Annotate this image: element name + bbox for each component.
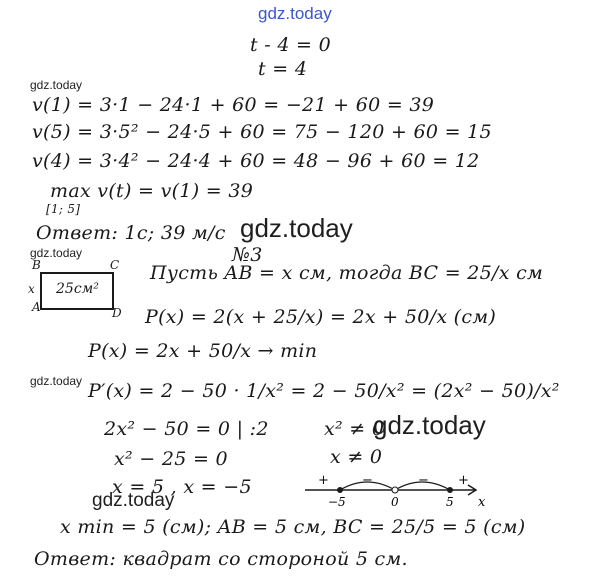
critical-point — [447, 487, 453, 493]
equation-line: x = 5 , x = −5 — [112, 476, 252, 498]
tick-label: −5 — [328, 495, 346, 509]
watermark-small: gdz.today — [30, 246, 83, 260]
equation-line: x ≠ 0 — [330, 446, 383, 468]
watermark-medium: gdz.today — [92, 490, 175, 511]
sign-mark: − — [362, 473, 373, 488]
equation-line: P(x) = 2x + 50/x → min — [88, 340, 318, 362]
critical-point — [337, 487, 343, 493]
equation-line: t = 4 — [258, 58, 308, 80]
equation-line: 2x² − 50 = 0 | :2 — [104, 418, 269, 440]
watermark-small: gdz.today — [30, 78, 83, 92]
vertex-label: B — [32, 258, 42, 272]
side-label: x — [28, 282, 36, 296]
vertex-label: A — [32, 300, 41, 314]
equation-line: Пусть AB = x см, тогда BC = 25/x см — [150, 262, 544, 284]
equation-line: P(x) = 2(x + 25/x) = 2x + 50/x (см) — [145, 306, 497, 328]
answer-line: Ответ: 1c; 39 м/с — [36, 222, 226, 244]
equation-line: t - 4 = 0 — [250, 34, 332, 56]
tick-label: 5 — [446, 495, 454, 509]
watermark-top: gdz.today — [258, 4, 332, 23]
sign-mark: + — [458, 473, 469, 488]
area-label: 25см² — [56, 281, 99, 297]
problem-number: №3 — [232, 244, 263, 266]
watermark-big: gdz.today — [373, 410, 486, 440]
tick-label: 0 — [391, 495, 399, 509]
vertex-label: C — [110, 258, 120, 272]
interval-subscript: [1; 5] — [46, 202, 81, 216]
equation-line: v(1) = 3·1 − 24·1 + 60 = −21 + 60 = 39 — [32, 94, 435, 116]
answer-line: Ответ: квадрат со стороной 5 см. — [34, 548, 408, 570]
watermark-small: gdz.today — [30, 374, 83, 388]
equation-line: v(4) = 3·4² − 24·4 + 60 = 48 − 96 + 60 = 12 — [32, 150, 480, 172]
watermark-big: gdz.today — [240, 213, 353, 243]
equation-line: x min = 5 (см); AB = 5 см, BC = 25/5 = 5 (см) — [60, 516, 526, 538]
equation-line: v(5) = 3·5² − 24·5 + 60 = 75 − 120 + 60 = 15 — [32, 121, 492, 143]
sign-number-line — [300, 470, 490, 510]
vertex-label: D — [112, 306, 122, 320]
equation-line: max v(t) = v(1) = 39 — [50, 180, 254, 202]
sign-mark: − — [418, 473, 429, 488]
critical-point-open — [392, 487, 398, 493]
equation-line: x² ≠ 0 — [324, 418, 385, 440]
sign-mark: + — [318, 473, 329, 488]
rectangle-figure — [40, 272, 114, 310]
equation-line: P′(x) = 2 − 50 · 1/x² = 2 − 50/x² = (2x² − 50)/x² — [88, 380, 560, 402]
axis-label: x — [478, 495, 486, 510]
equation-line: x² − 25 = 0 — [114, 448, 228, 470]
